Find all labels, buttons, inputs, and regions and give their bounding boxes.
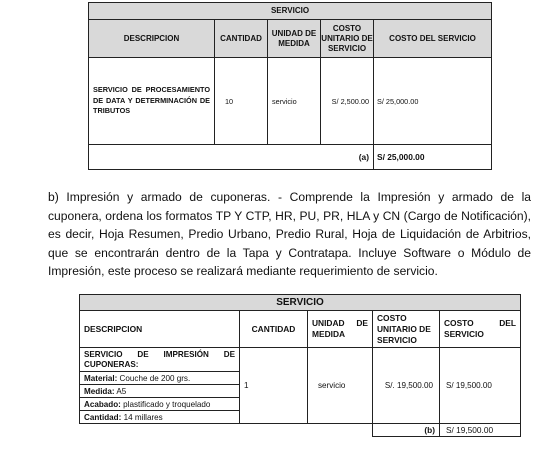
- detail-value: plastificado y troquelado: [123, 399, 211, 409]
- section-b-paragraph: b) Impresión y armado de cuponeras. - Comprende la Impresión y armado de la cuponera, ordena los formatos TP Y CTP, HR, PU, PR, HLA y CN (Cargo de Notificación), es decir, Hoja Resumen, Predio Urbano, Predio Rural, Hoja de Liquidación de Arbitrios, que se encontrarán dentro de la Tapa y Contratapa. Incluye Software o Módulo de Impresión, este proceso se realizará mediante requerimiento de servicio.: [48, 190, 531, 279]
- header-costo-servicio: COSTO DEL SERVICIO: [440, 311, 521, 348]
- cell-unidad: servicio: [308, 348, 373, 424]
- total-row: [89, 145, 492, 170]
- detail-label: Material:: [84, 373, 118, 383]
- table-title: SERVICIO: [89, 3, 492, 20]
- detail-label: Cantidad:: [84, 412, 122, 422]
- service-table-processing: [88, 2, 492, 170]
- table-row: [80, 348, 521, 372]
- table-row: [89, 58, 492, 145]
- detail-value: 14 millares: [123, 412, 163, 422]
- detail-value: Couche de 200 grs.: [119, 373, 191, 383]
- cell-costo-unitario: S/ 2,500.00: [321, 58, 374, 145]
- header-cantidad: CANTIDAD: [240, 311, 308, 348]
- total-value: S/ 25,000.00: [374, 145, 492, 170]
- cell-unidad: servicio: [268, 58, 321, 145]
- total-value: S/ 19,500.00: [440, 424, 521, 437]
- table-title: SERVICIO: [80, 295, 521, 311]
- cell-descripcion: SERVICIO DE PROCESAMIENTO DE DATA Y DETERMINACIÓN DE TRIBUTOS: [89, 58, 215, 145]
- header-costo-unitario: COSTO UNITARIO DE SERVICIO: [373, 311, 440, 348]
- header-descripcion: DESCRIPCION: [89, 20, 215, 58]
- detail-medida: [80, 385, 240, 398]
- service-table-printing: [79, 294, 521, 437]
- total-label: (a): [89, 145, 374, 170]
- header-costo-servicio: COSTO DEL SERVICIO: [374, 20, 492, 58]
- cell-cantidad: 1: [240, 348, 308, 424]
- header-unidad-medida: UNIDAD DE MEDIDA: [308, 311, 373, 348]
- detail-label: Acabado:: [84, 399, 121, 409]
- header-descripcion: DESCRIPCION: [80, 311, 240, 348]
- detail-material: [80, 372, 240, 385]
- cell-costo-unitario: S/. 19,500.00: [373, 348, 440, 424]
- header-unidad-medida: UNIDAD DE MEDIDA: [268, 20, 321, 58]
- cell-cantidad: 10: [215, 58, 268, 145]
- cell-costo-servicio: S/ 25,000.00: [374, 58, 492, 145]
- detail-acabado: [80, 398, 240, 411]
- header-costo-unitario: COSTO UNITARIO DE SERVICIO: [321, 20, 374, 58]
- header-cantidad: CANTIDAD: [215, 20, 268, 58]
- detail-value: A5: [116, 386, 127, 396]
- total-row: [80, 424, 521, 437]
- cell-descripcion-title: SERVICIO DE IMPRESIÓN DE CUPONERAS:: [80, 348, 240, 372]
- detail-cantidad: [80, 411, 240, 424]
- detail-label: Medida:: [84, 386, 115, 396]
- total-label: (b): [373, 424, 440, 437]
- cell-costo-servicio: S/ 19,500.00: [440, 348, 521, 424]
